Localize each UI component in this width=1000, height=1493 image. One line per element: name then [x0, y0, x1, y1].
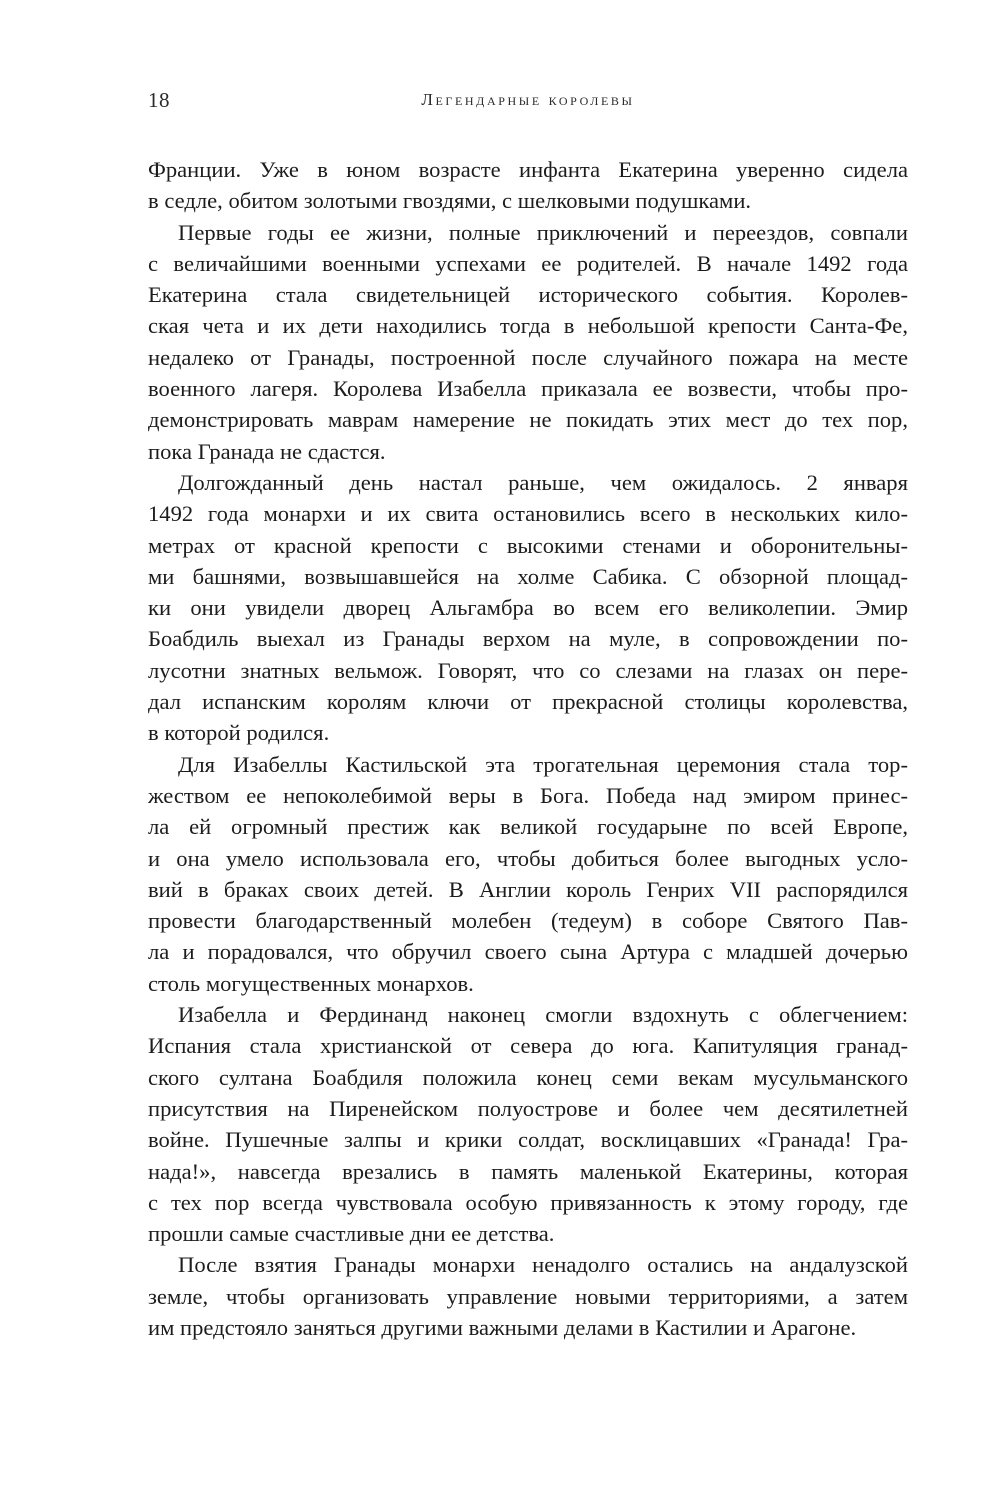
page-number: 18	[148, 88, 170, 112]
text-line: провести благодарственный молебен (тедеум) в соборе Святого Пав-	[148, 908, 908, 934]
text-line: вий в браках своих детей. В Англии король Генрих VII распорядился	[148, 876, 908, 902]
text-line: войне. Пушечные залпы и крики солдат, восклицавших «Гранада! Гра-	[148, 1127, 908, 1153]
paragraph	[148, 1249, 908, 1343]
text-line: Испания стала христианской от севера до юга. Капитуляция гранад-	[148, 1033, 908, 1059]
paragraph	[148, 749, 908, 999]
text-line: Франции. Уже в юном возрасте инфанта Екатерина уверенно сидела	[148, 157, 908, 182]
text-line: дал испанским королям ключи от прекрасной столицы королевства,	[148, 689, 908, 715]
text-line: ская чета и их дети находились тогда в небольшой крепости Санта-Фе,	[148, 313, 908, 339]
text-line: прошли самые счастливые дни ее детства.	[148, 1221, 555, 1247]
book-title: Легендарные королевы	[421, 90, 635, 109]
text-line: метрах от красной крепости с высокими стенами и оборонительны-	[148, 532, 908, 558]
text-line: пока Гранада не сдастся.	[148, 438, 386, 464]
text-line: недалеко от Гранады, построенной после случайного пожара на месте	[148, 344, 908, 370]
paragraph	[148, 217, 908, 467]
text-line: лусотни знатных вельмож. Говорят, что со слезами на глазах он пере-	[148, 657, 908, 683]
text-line: Первые годы ее жизни, полные приключений и переездов, совпали	[178, 219, 908, 245]
text-line: Боабдиль выехал из Гранады верхом на муле, в сопровождении по-	[148, 626, 908, 652]
text-line: ла ей огромный престиж как великой государыне по всей Европе,	[148, 814, 908, 840]
text-line: жеством ее непоколебимой веры в Бога. Победа над эмиром принес-	[148, 782, 908, 808]
text-line: После взятия Гранады монархи ненадолго остались на андалузской	[178, 1252, 908, 1278]
text-line: с тех пор всегда чувствовала особую привязанность к этому городу, где	[148, 1189, 908, 1215]
running-head	[148, 88, 908, 118]
text-line: в седле, обитом золотыми гвоздями, с шелковыми подушками.	[148, 188, 752, 214]
text-line: в которой родился.	[148, 720, 330, 746]
text-line: демонстрировать маврам намерение не покидать этих мест до тех пор,	[148, 407, 908, 433]
text-line: Изабелла и Фердинанд наконец смогли вздохнуть с облегчением:	[178, 1002, 908, 1028]
text-line: земле, чтобы организовать управление новыми территориями, а затем	[148, 1283, 908, 1309]
text-line: ла и порадовался, что обручил своего сына Артура с младшей дочерью	[148, 939, 908, 965]
text-line: и она умело использовала его, чтобы добиться более выгодных усло-	[148, 845, 908, 871]
text-line: военного лагеря. Королева Изабелла приказала ее возвести, чтобы про-	[148, 376, 908, 402]
text-line: им предстояло заняться другими важными делами в Кастилии и Арагоне.	[148, 1314, 857, 1340]
paragraph	[148, 999, 908, 1249]
body-text	[148, 154, 908, 1343]
text-line: с величайшими военными успехами ее родителей. В начале 1492 года	[148, 250, 908, 276]
text-line: ского султана Боабдиля положила конец семи векам мусульманского	[148, 1064, 908, 1090]
text-line: Для Изабеллы Кастильской эта трогательная церемония стала тор-	[178, 751, 908, 777]
text-line: присутствия на Пиренейском полуострове и более чем десятилетней	[148, 1095, 908, 1121]
text-line: столь могущественных монархов.	[148, 970, 474, 996]
paragraph	[148, 467, 908, 749]
text-line: Долгожданный день настал раньше, чем ожидалось. 2 января	[178, 469, 908, 495]
text-line: 1492 года монархи и их свита остановились всего в нескольких кило-	[148, 501, 908, 527]
text-line: ки они увидели дворец Альгамбра во всем его великолепии. Эмир	[148, 595, 908, 621]
paragraph	[148, 154, 908, 217]
text-line: Екатерина стала свидетельницей исторического события. Королев-	[148, 282, 908, 308]
text-line: нада!», навсегда врезались в память маленькой Екатерины, которая	[148, 1158, 908, 1184]
text-line: ми башнями, возвышавшейся на холме Сабика. С обзорной площад-	[148, 563, 908, 589]
